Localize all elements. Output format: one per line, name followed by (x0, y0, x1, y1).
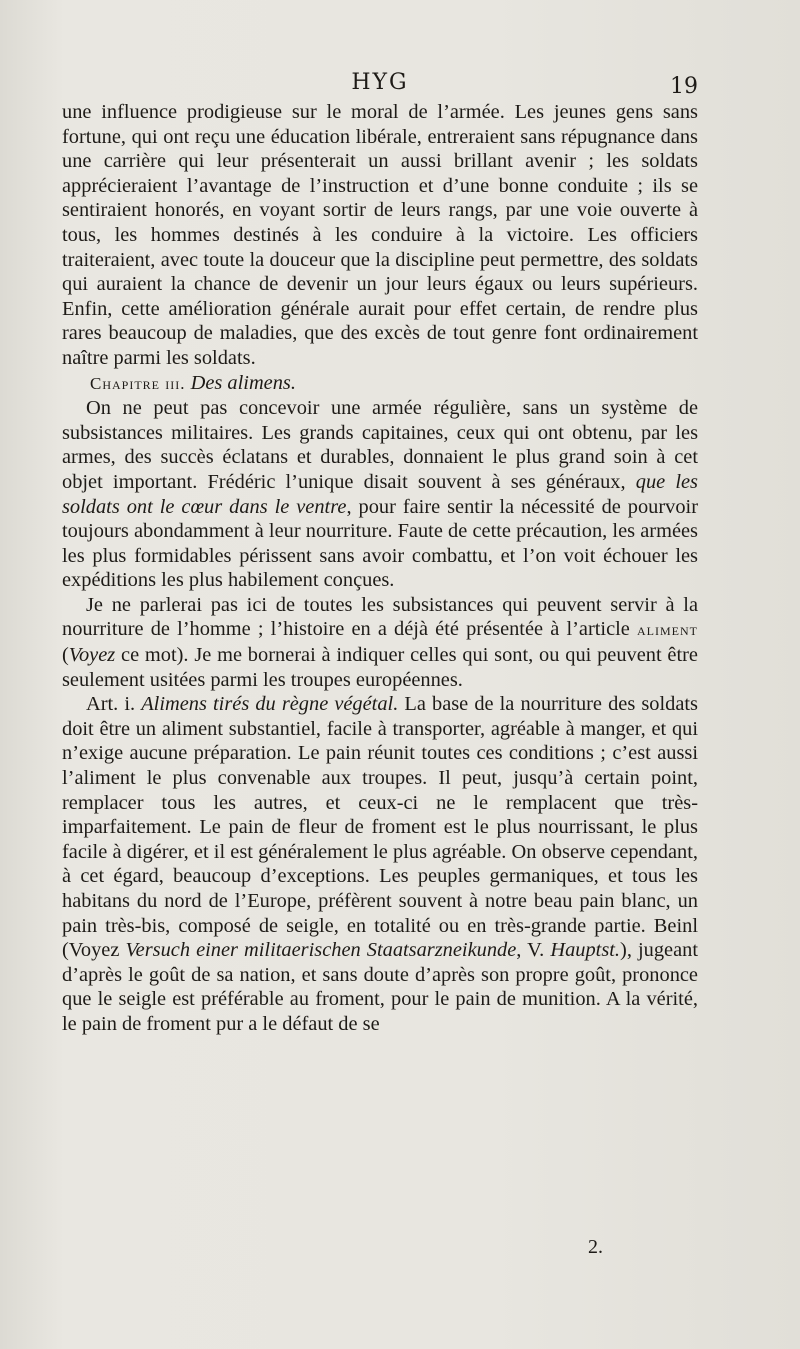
paragraph-2 (62, 396, 698, 593)
paragraph-1-text: une influence prodigieuse sur le moral de l’armée. Les jeunes gens sans fortune, qui ont reçu une éducation libérale, entreraient sans répugnance dans une carrière qui leur présenterait un aussi brillant avenir ; les soldats apprécieraient l’avantage de l’instruction et d’une bonne conduite ; ils se sentiraient honorés, en voyant sortir de leurs rangs, par une voie ouverte à tous, les hommes destinés à les conduire à la victoire. Les officiers traiteraient, avec toute la douceur que la discipline peut permettre, des soldats qui auraient la chance de devenir un jour leurs égaux ou leurs supérieurs. Enfin, cette amélioration générale aurait pour effet certain, de rendre plus rares beaucoup de maladies, que des excès de tout genre font ordinairement naître parmi les soldats. (62, 101, 698, 369)
chapter-heading (62, 371, 698, 397)
article-title: Alimens tirés du règne végétal. (141, 693, 399, 716)
page-number: 19 (670, 74, 698, 99)
body-text (62, 100, 698, 1037)
paragraph-3-text-a: Je ne parlerai pas ici de toutes les subsistances qui peuvent servir à la nourriture de l’homme ; l’histoire en a déjà été présentée à l’article (62, 593, 698, 641)
chapter-title: Des alimens. (190, 371, 296, 394)
paragraph-3-text-b: ( (62, 644, 69, 667)
paragraph-2-quote: que les soldats ont le cœur dans le ventre (62, 470, 698, 518)
paragraph-4-text-b: , V. (516, 939, 551, 962)
reference-section: Hauptst. (550, 939, 621, 962)
paragraph-3-article: aliment (637, 620, 698, 640)
article-number: Art. i. (86, 693, 142, 716)
paragraph-1 (62, 100, 698, 371)
paragraph-4 (62, 692, 698, 1036)
paragraph-2-text-a: On ne peut pas concevoir une armée régulière, sans un système de subsistances militaires. Les grands capitaines, ceux qui ont obtenu, par les armes, des succès éclatans et durables, donnaient le plus grand soin à cet objet important. Frédéric l’unique disait souvent à ses généraux, (62, 397, 698, 493)
chapter-label: Chapitre iii. (90, 373, 186, 393)
reference-title: Versuch einer militaerischen Staatsarzneikunde (125, 939, 517, 962)
running-head: HYG (351, 70, 409, 95)
page-header (62, 70, 698, 104)
paragraph-3 (62, 593, 698, 692)
paragraph-3-text-c: ce mot). Je me bornerai à indiquer celles qui sont, ou qui peuvent être seulement usitées parmi les troupes européennes. (62, 644, 698, 691)
paragraph-2-text-b: , pour faire sentir la nécessité de pourvoir toujours abondamment à leur nourriture. Faute de cette précaution, les armées les plus formidables périssent sans avoir combattu, et l’on voit échouer les expéditions les plus habilement conçues. (62, 495, 698, 592)
paragraph-4-text-c: ), jugeant d’après le goût de sa nation, et sans doute d’après son propre goût, prononce que le seigle est préférable au froment, pour le pain de munition. A la vérité, le pain de froment pur a le défaut de se (62, 939, 699, 1035)
paragraph-3-voyez: Voyez (68, 644, 116, 667)
paragraph-4-text-a: La base de la nourriture des soldats doit être un aliment substantiel, facile à transporter, agréable à manger, et qui n’exige aucune préparation. Le pain réunit toutes ces conditions ; c’est aussi l’aliment le plus convenable aux troupes. Il peut, jusqu’à certain point, remplacer tous les autres, et ceux-ci ne le remplacent que très-imparfaitement. Le pain de fleur de froment est le plus nourrissant, le plus facile à digérer, et il est généralement le plus agréable. On observe cependant, à cet égard, beaucoup d’exceptions. Les peuples germaniques, et tous les habitans du nord de l’Europe, préfèrent souvent à notre beau pain blanc, un pain très-bis, composé de seigle, en totalité ou en très-grande partie. Beinl (Voyez (62, 693, 698, 962)
signature-mark: 2. (588, 1236, 603, 1258)
